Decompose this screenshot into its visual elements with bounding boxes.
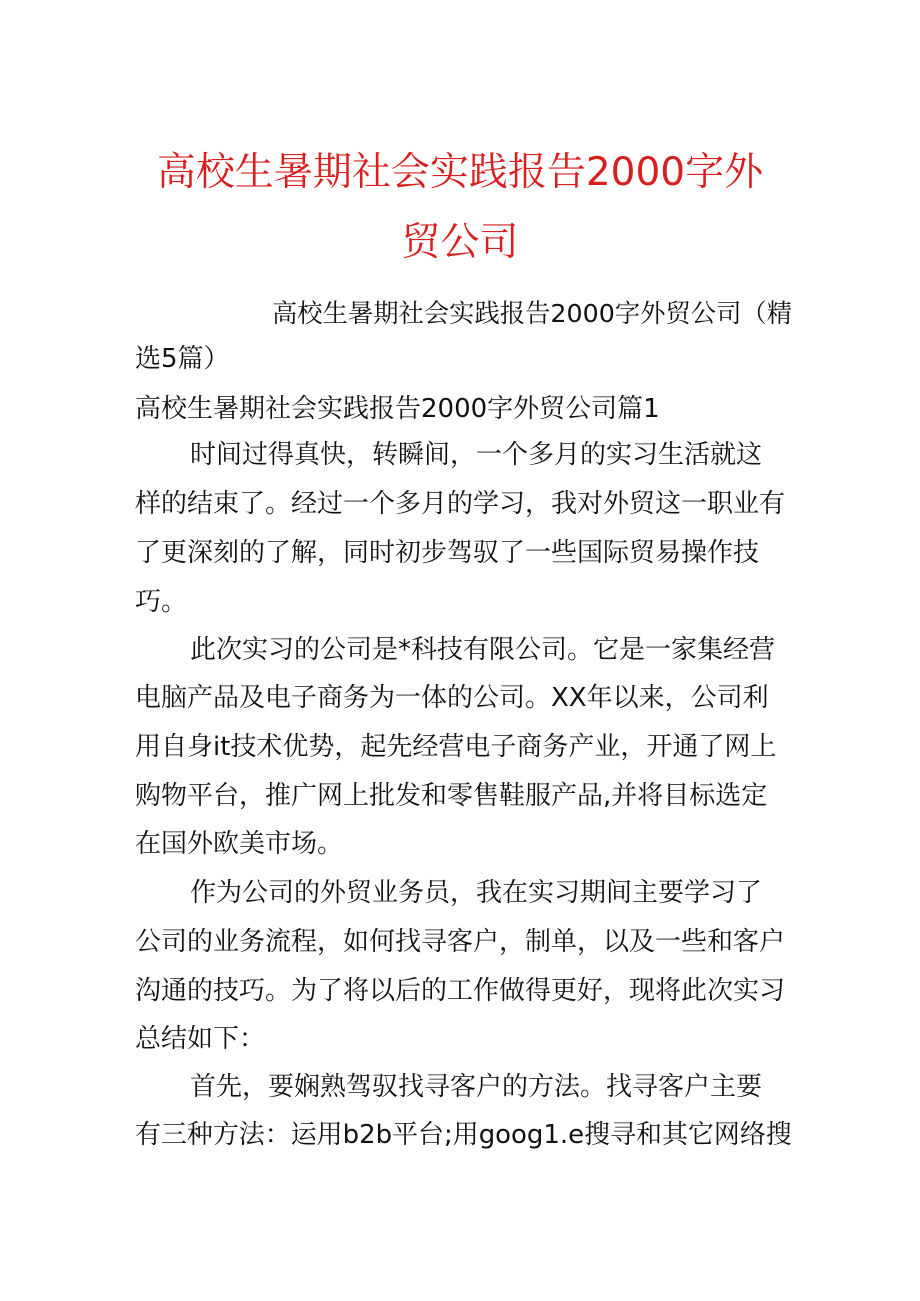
paragraph-line: 在国外欧美市场。 <box>135 829 344 859</box>
paragraph-line: 首先，要娴熟驾驭找寻客户的方法。找寻客户主要 <box>190 1072 763 1102</box>
subtitle-line-2: 选5篇） <box>135 344 230 374</box>
paragraph-line: 有三种方法：运用b2b平台;用goog1.e搜寻和其它网络搜 <box>135 1120 792 1150</box>
paragraph-line: 巧。 <box>135 587 188 617</box>
document-title-line-2: 贸公司 <box>401 220 519 265</box>
paragraph-line: 电脑产品及电子商务为一体的公司。XX年以来，公司利 <box>135 683 769 713</box>
paragraph-line: 购物平台，推广网上批发和零售鞋服产品,并将目标选定 <box>135 781 768 811</box>
paragraph-line: 此次实习的公司是*科技有限公司。它是一家集经营 <box>190 635 776 665</box>
paragraph-line: 作为公司的外贸业务员，我在实习期间主要学习了 <box>190 878 763 908</box>
paragraph-line: 样的结束了。经过一个多月的学习，我对外贸这一职业有 <box>135 489 786 519</box>
paragraph-line: 用自身it技术优势，起先经营电子商务产业，开通了网上 <box>135 732 777 762</box>
document-title-line-1: 高校生暑期社会实践报告2000字外 <box>156 150 764 195</box>
section-heading: 高校生暑期社会实践报告2000字外贸公司篇1 <box>135 394 660 424</box>
paragraph-line: 时间过得真快，转瞬间，一个多月的实习生活就这 <box>190 440 763 470</box>
subtitle-line-1: 高校生暑期社会实践报告2000字外贸公司（精 <box>272 298 793 328</box>
paragraph-line: 沟通的技巧。为了将以后的工作做得更好，现将此次实习 <box>135 976 786 1006</box>
paragraph-line: 公司的业务流程，如何找寻客户，制单，以及一些和客户 <box>135 927 786 957</box>
paragraph-line: 了更深刻的了解，同时初步驾驭了一些国际贸易操作技 <box>135 538 760 568</box>
paragraph-line: 总结如下： <box>135 1024 266 1054</box>
